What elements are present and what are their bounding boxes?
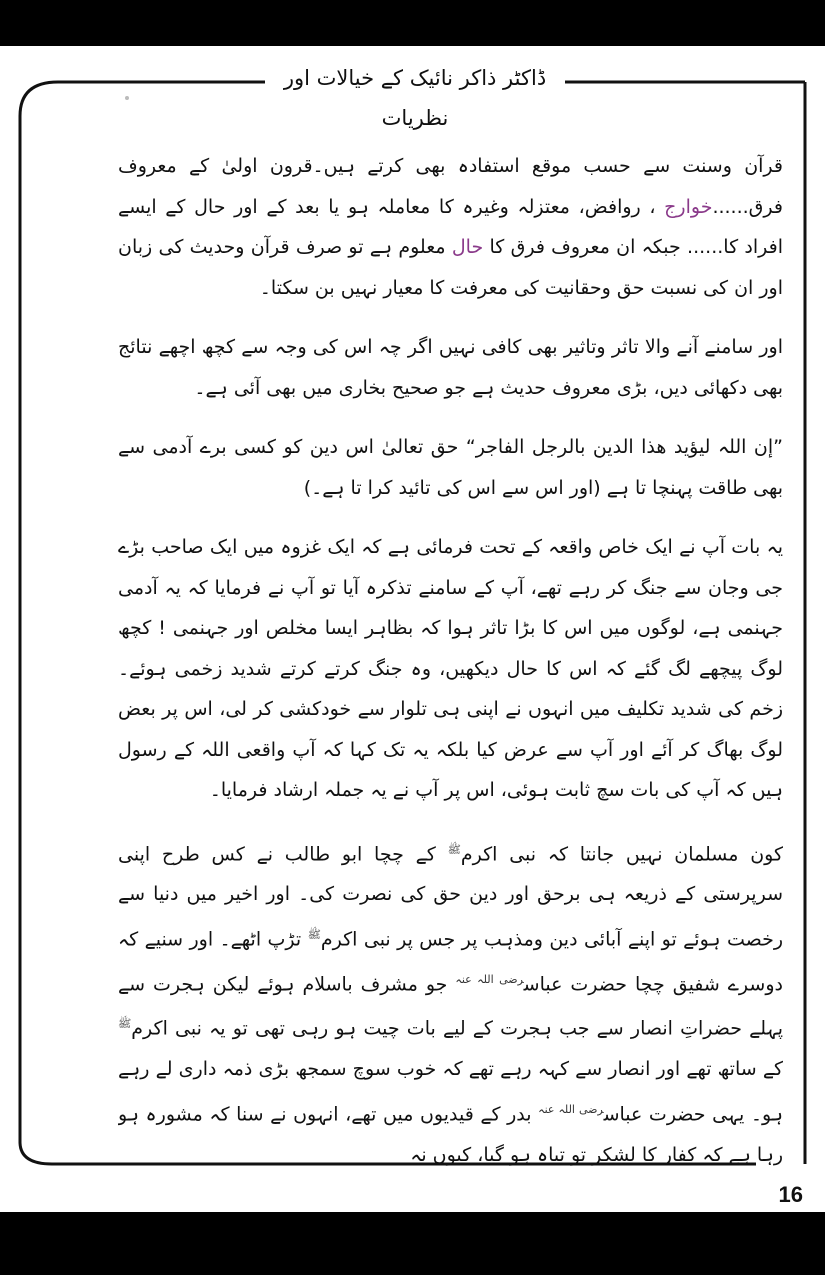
paragraph-5 bbox=[118, 830, 783, 1176]
honorific-mark: ﷺ bbox=[307, 927, 321, 941]
paragraph-5-part-2: کے چچا ابو طالب نے کس طرح اپنی سرپرستی کے ذریعہ ہی برحق اور دین حق کی نصرت کی۔ اور اخیر میں دنیا سے رخصت ہوئے تو اپنے آبائی دین ومذہب پر جس پر نبی اکرم bbox=[118, 842, 783, 951]
honorific-mark: رضی اللہ عنہ bbox=[538, 1102, 604, 1116]
paragraph-5-part-5: کے ساتھ تھے اور انصار سے کہہ رہے تھے کہ خوب سوچ سمجھ بڑی ذمہ داری لے رہے ہو۔ یہی حضرت عباس bbox=[118, 1058, 783, 1126]
honorific-mark: رضی اللہ عنہ bbox=[455, 972, 524, 986]
paragraph-5-part-3: تڑپ اٹھے۔ اور سنیے کہ دوسرے شفیق چچا حضرت عباس bbox=[118, 928, 783, 995]
highlighted-word-haal: حال bbox=[451, 236, 484, 258]
paragraph-5-part-6: بدر کے قیدیوں میں تھے، انہوں نے سنا کہ مشورہ ہو رہا ہے کہ کفار کا لشکر تو تباہ ہو گیا، کیوں نہ bbox=[118, 1103, 783, 1166]
paragraph-1-text-end: معلوم ہے تو صرف قرآن وحدیث کی زبان اور ان کی نسبت حق وحقانیت کی معرفت کا معیار نہیں بن سکتا۔ bbox=[118, 236, 783, 299]
highlighted-word-khawarij: خوارج bbox=[664, 195, 713, 218]
book-page bbox=[0, 46, 825, 1212]
paragraph-5-part-4: جو مشرف باسلام ہوئے لیکن ہجرت سے پہلے حضراتِ انصار سے جب ہجرت کے لیے بات چیت ہو رہی تھی تو یہ نبی اکرم bbox=[118, 972, 783, 1040]
paragraph-3-hadith-quote: ”إن اللہ لیؤید ھذا الدین بالرجل الفاجر“ حق تعالیٰ اس دین کو کسی برے آدمی سے بھی طاقت پہنچا تا ہے (اور اس سے اس کی تائید کرا تا ہے۔) bbox=[118, 436, 783, 499]
paragraph-1-text-mid: ، روافض، معتزلہ وغیرہ کا معاملہ ہو یا بعد کے اور حال کے ایسے افراد کا...... جبکہ ان معروف فرق کا bbox=[118, 195, 783, 258]
page-number: 16 bbox=[778, 1182, 803, 1207]
paragraph-1-text: قرآن وسنت سے حسب موقع استفادہ بھی کرتے ہیں۔قرون اولیٰ کے معروف فرق...... bbox=[118, 155, 783, 218]
honorific-mark: ﷺ bbox=[447, 842, 461, 856]
paragraph-4: یہ بات آپ نے ایک خاص واقعہ کے تحت فرمائی ہے کہ ایک غزوہ میں ایک صاحب بڑے جی وجان سے جنگ کر رہے تھے، آپ کے سامنے تذکرہ آیا تو آپ نے فرمایا کہ یہ آدمی جہنمی ہے، لوگوں میں اس کا بڑا تاثر ہوا کہ بظاہر ایسا مخلص اور جہنمی ! کچھ لوگ پیچھے لگ گئے کہ اس کا حال دیکھیں، وہ جنگ کرتے کرتے شدید زخمی ہوئے۔ زخم کی شدید تکلیف میں انہوں نے اپنی ہی تلوار سے خودکشی کر لی، اس پر بعض لوگ بھاگ کر آئے اور آپ سے عرض کیا بلکہ یہ تک کہا کہ آپ واقعی اللہ کے رسول ہیں کہ آپ کی بات سچ ثابت ہوئی، اس پر آپ نے یہ جملہ ارشاد فرمایا۔ bbox=[118, 536, 783, 801]
paragraph-5-part-1: کون مسلمان نہیں جانتا کہ نبی اکرم bbox=[460, 842, 783, 865]
honorific-mark: ﷺ bbox=[118, 1017, 132, 1031]
print-speck bbox=[125, 96, 129, 100]
paragraph-1 bbox=[118, 146, 783, 308]
paragraph-2: اور سامنے آنے والا تاثر وتاثیر بھی کافی نہیں اگر چہ اس کی وجہ سے کچھ اچھے نتائج بھی دکھائی دیں، بڑی معروف حدیث ہے جو صحیح بخاری میں بھی آئی ہے۔ bbox=[118, 336, 783, 399]
page-body-text bbox=[118, 146, 783, 1176]
running-header-title: ڈاکٹر ذاکر نائیک کے خیالات اور نظریات bbox=[265, 58, 565, 98]
